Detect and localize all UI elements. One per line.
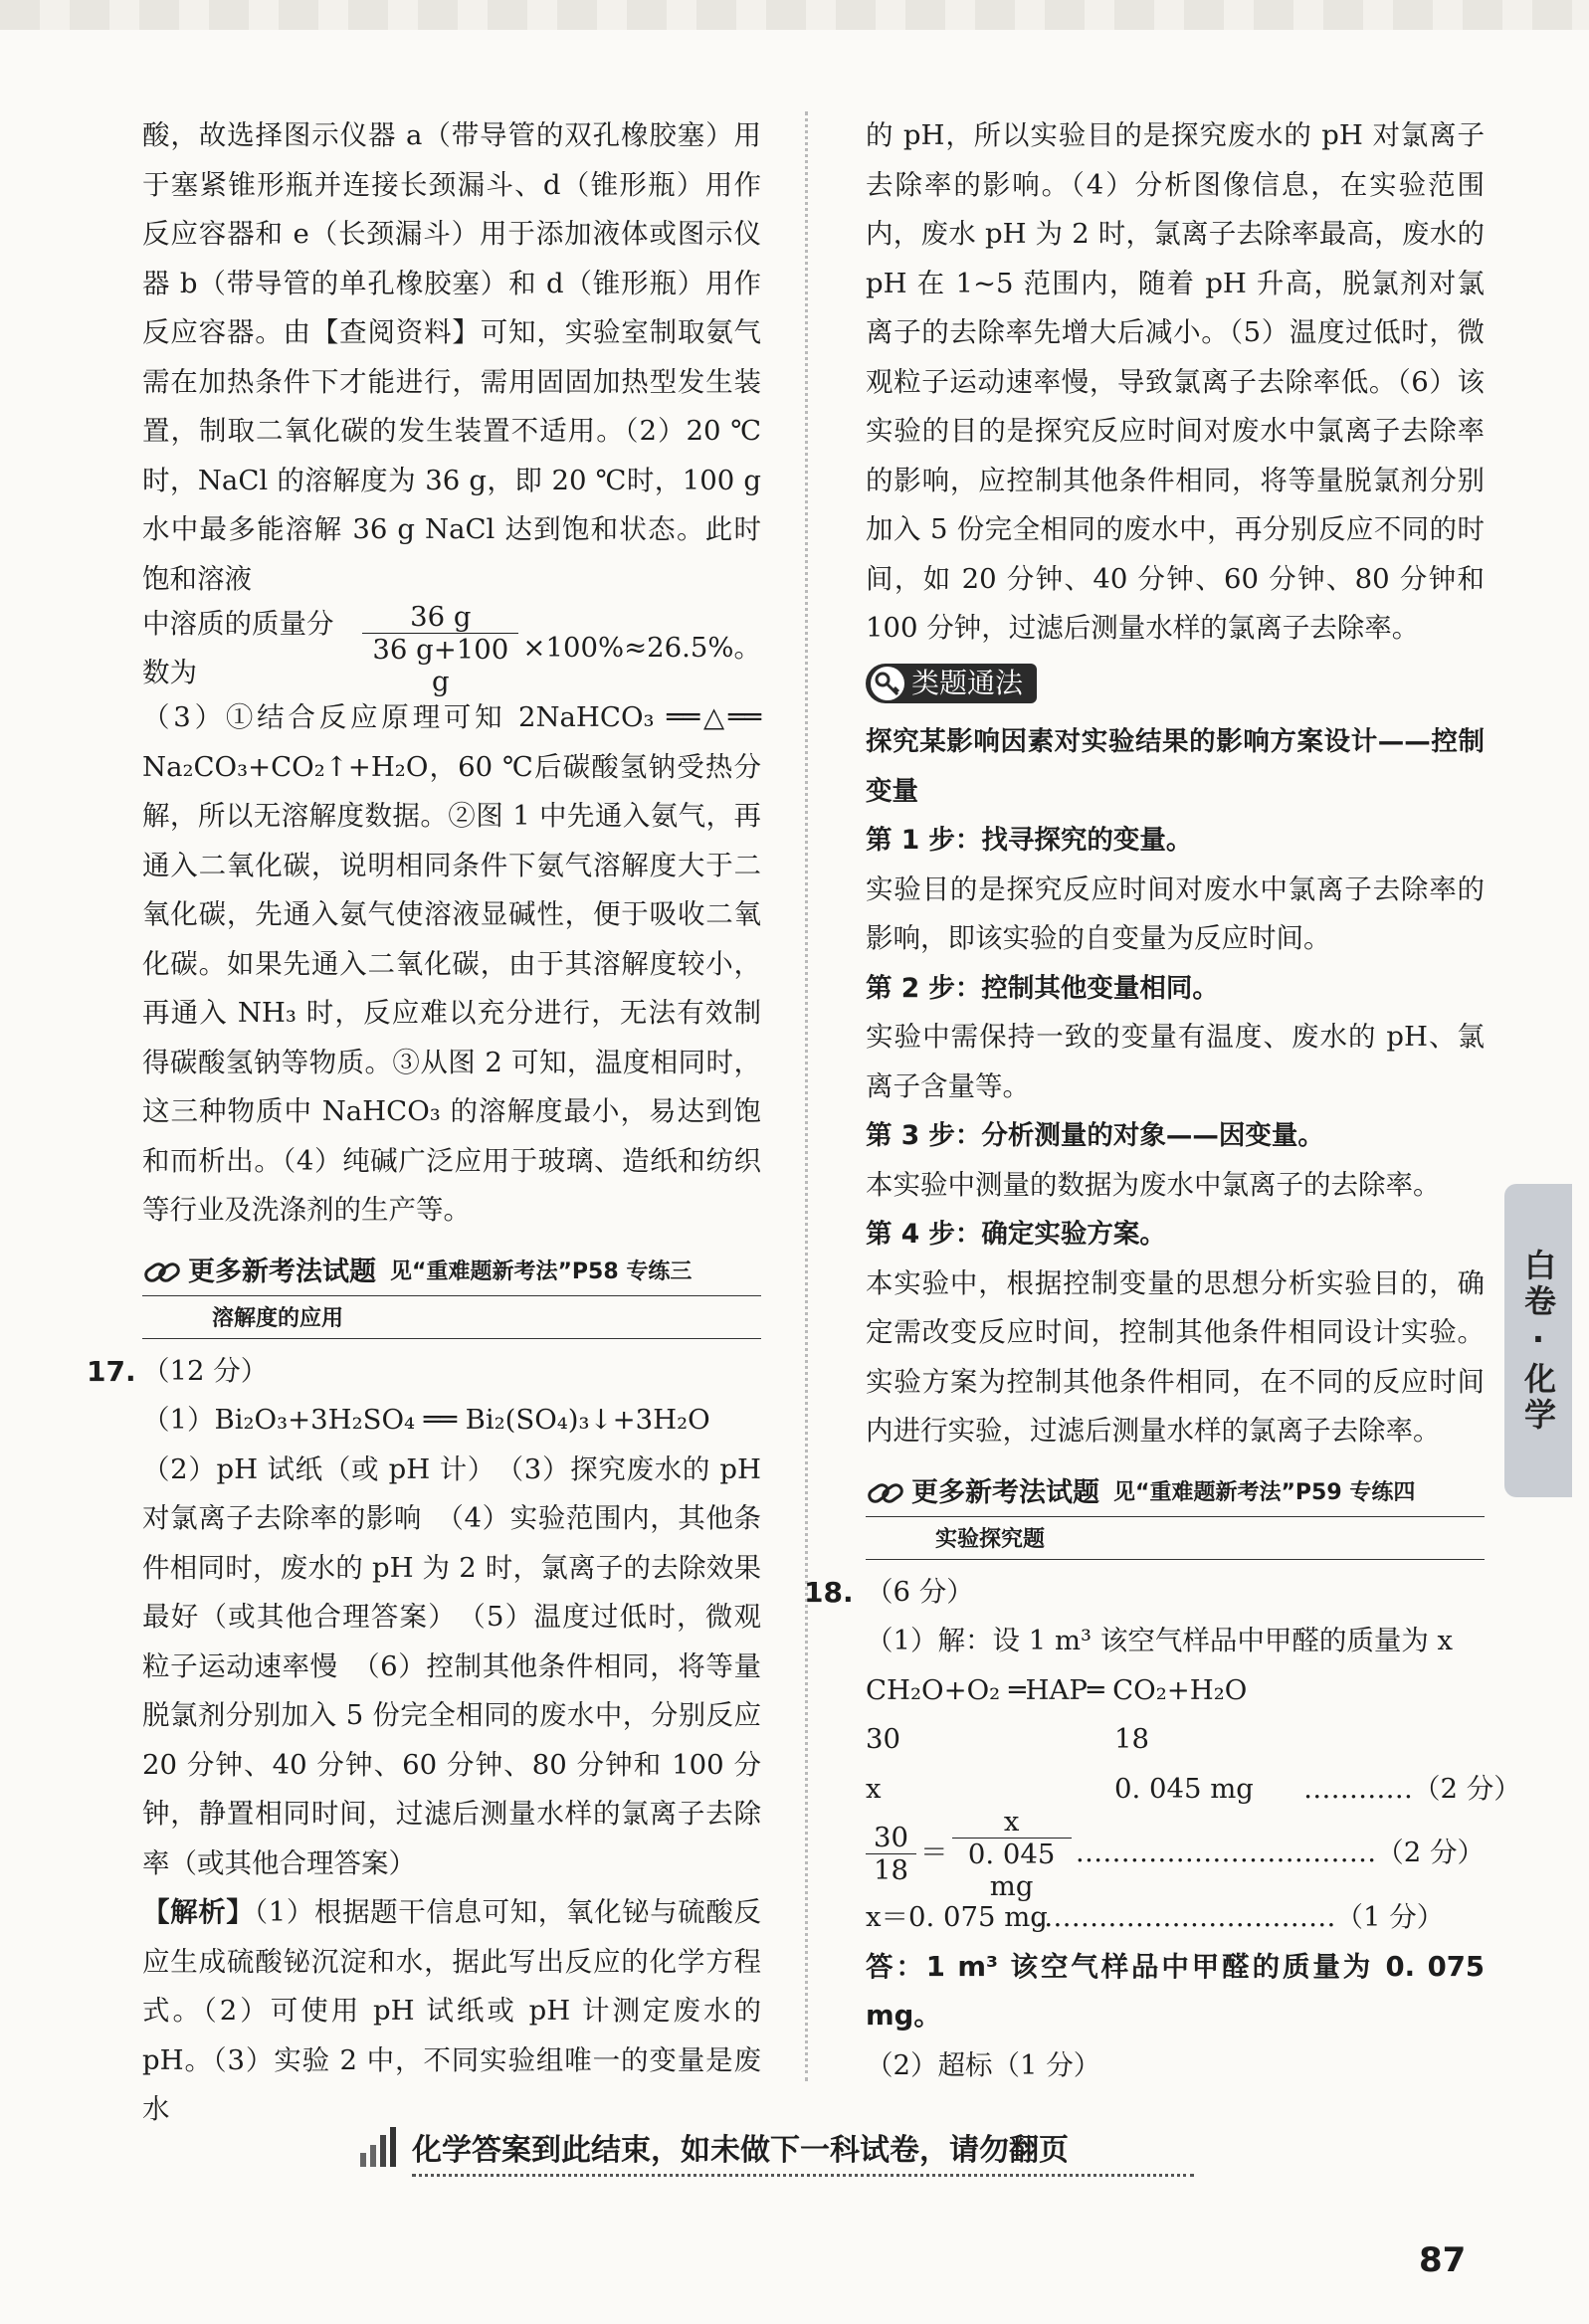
result-score: ……………………………（1 分）: [1035, 1901, 1445, 1933]
mass-fraction-formula: [142, 600, 761, 697]
question-17-answer-1: （1）Bi₂O₃+3H₂SO₄ ══ Bi₂(SO₄)₃↓+3H₂O: [142, 1404, 710, 1436]
more-questions-topic: 实验探究题: [866, 1517, 1485, 1560]
proportion-left: [866, 1822, 916, 1886]
step-2-heading: 第 2 步：控制其他变量相同。: [866, 972, 1219, 1004]
link-icon: [866, 1477, 905, 1509]
question-18-answer: [866, 1943, 1485, 2041]
step-1-text: 实验目的是探究反应时间对废水中氯离子去除率的影响，即该实验的自变量为反应时间。: [866, 872, 1485, 954]
step-3-heading: 第 3 步：分析测量的对象——因变量。: [866, 1120, 1324, 1151]
bar-chart-icon: [358, 2125, 398, 2169]
answer-text: 答：1 m³ 该空气样品中甲醛的质量为 0. 075 mg。: [866, 1950, 1485, 2032]
explanation-q16-part3: （3）①结合反应原理可知 2NaHCO₃ ══△══ Na₂CO₃+CO₂↑+H₂O，60 ℃后碳酸氢钠受热分解，所以无溶解度数据。②图 1 中先通入氨气，再通入二氧化碳，说明相同条件下氨气溶解度大于二氧化碳，先通入氨气使溶液显碱性，便于吸收二氧化碳。如果先通入二氧化碳，由于其溶解度较小，再通入 NH₃ 时，反应难以充分进行，无法有效制得碳酸氢钠等物质。③从图 2 可知，温度相同时，这三种物质中 NaHCO₃ 的溶解度最小，易达到饱和而析出。（4）纯碱广泛应用于玻璃、造纸和纺织等行业及洗涤剂的生产等。: [142, 701, 761, 1226]
ch2o-mass: x: [866, 1772, 882, 1805]
equals-sign: ＝: [920, 1837, 948, 1869]
footer-notice: [358, 2117, 1194, 2177]
more-questions-reference: 见“重难题新考法”P59 专练四: [1113, 1479, 1416, 1505]
h2o-molar-mass: 18: [1114, 1723, 1149, 1755]
formula-prefix: 中溶质的质量分数为: [142, 607, 334, 688]
step-3-text: 本实验中测量的数据为废水中氯离子的去除率。: [866, 1168, 1441, 1201]
mass-row-score: …………（2 分）: [1303, 1772, 1521, 1805]
question-17-number: 17.: [87, 1354, 136, 1388]
question-18-number: 18.: [804, 1575, 854, 1609]
step-2-text: 实验中需保持一致的变量有温度、废水的 pH、氯离子含量等。: [866, 1021, 1485, 1102]
proportion-right-denominator: 0. 045 mg: [967, 1838, 1056, 1902]
proportion-right-numerator: x: [952, 1806, 1072, 1839]
footer-text: 化学答案到此结束，如未做下一科试卷，请勿翻页: [412, 2133, 1069, 2168]
more-questions-box-2: [866, 1474, 1485, 1560]
proportion-score: ……………………………（2 分）: [1075, 1837, 1485, 1869]
more-questions-reference: 见“重难题新考法”P58 专练三: [390, 1259, 693, 1284]
question-17-answers: （2）pH 试纸（或 pH 计） （3）探究废水的 pH 对氯离子去除率的影响 （4）实验范围内，其他条件相同时，废水的 pH 为 2 时，氯离子的去除效果最好（或其他合理答案） （5）温度过低时，微观粒子运动速率慢 （6）控制其他条件相同，将等量脱氯剂分别加入 5 份完全相同的废水中，分别反应 20 分钟、40 分钟、60 分钟、80 分钟和 100 分钟，静置相同时间，过滤后测量水样的氯离子去除率（或其他合理答案）: [142, 1452, 761, 1879]
left-column: [87, 111, 762, 2135]
explanation-q16-part: 酸，故选择图示仪器 a（带导管的双孔橡胶塞）用于塞紧锥形瓶并连接长颈漏斗、d（锥形瓶）用作反应容器和 e（长颈漏斗）用于添加液体或图示仪器 b（带导管的单孔橡胶塞）和 d（锥形瓶）用作反应容器。由【查阅资料】可知，实验室制取氨气需在加热条件下才能进行，需用固固加热型发生装置，制取二氧化碳的发生装置不适用。（2）20 ℃时，NaCl 的溶解度为 36 g，即 20 ℃时，100 g 水中最多能溶解 36 g NaCl 达到饱和状态。此时饱和溶液: [142, 119, 761, 595]
method-badge: [866, 664, 1037, 703]
proportion-left-denominator: 18: [874, 1853, 908, 1886]
mass-row: [866, 1765, 1521, 1815]
molar-mass-row: [866, 1715, 1485, 1765]
explanation-q17-continued: 的 pH，所以实验目的是探究废水的 pH 对氯离子去除率的影响。（4）分析图像信息，在实验范围内，废水 pH 为 2 时，氯离子去除率最高，废水的 pH 在 1~5 范围内，随着 pH 升高，脱氯剂对氯离子的去除率先增大后减小。（5）温度过低时，微观粒子运动速率慢，导致氯离子去除率低。（6）该实验的目的是探究反应时间对废水中氯离子去除率的影响，应控制其他条件相同，将等量脱氯剂分别加入 5 份完全相同的废水中，再分别反应不同的时间，如 20 分钟、40 分钟、60 分钟、80 分钟和 100 分钟，过滤后测量水样的氯离子去除率。: [866, 119, 1485, 644]
proportion-row: [866, 1805, 1485, 1902]
page-number: 87: [1419, 2240, 1467, 2280]
side-tab: 白卷·化学: [1504, 1184, 1572, 1497]
ch2o-molar-mass: 30: [866, 1723, 900, 1755]
analysis-tag: 【解析】: [142, 1896, 255, 1928]
more-questions-box-1: [142, 1254, 761, 1339]
link-icon: [142, 1257, 182, 1288]
question-18-score: （6 分）: [866, 1575, 974, 1608]
step-4-text: 本实验中，根据控制变量的思想分析实验目的，确定需改变反应时间，控制其他条件相同设计实验。实验方案为控制其他条件相同，在不同的反应时间内进行实验，过滤后测量水样的氯离子去除率。: [866, 1266, 1485, 1447]
question-18-setup: （1）解：设 1 m³ 该空气样品中甲醛的质量为 x: [866, 1625, 1454, 1656]
more-questions-topic: 溶解度的应用: [142, 1296, 761, 1339]
proportion-right: [952, 1806, 1072, 1902]
analysis-text: （1）根据题干信息可知，氧化铋与硫酸反应生成硫酸铋沉淀和水，据此写出反应的化学方程式。（2）可使用 pH 试纸或 pH 计测定废水的 pH。（3）实验 2 中，不同实验组唯一的变量是废水: [142, 1896, 762, 2125]
proportion-left-numerator: 30: [866, 1822, 916, 1854]
step-4-heading: 第 4 步：确定实验方案。: [866, 1219, 1166, 1250]
question-17-score: （12 分）: [142, 1354, 269, 1387]
method-badge-label: 类题通法: [911, 666, 1024, 699]
method-title: 探究某影响因素对实验结果的影响方案设计——控制变量: [866, 726, 1485, 807]
key-icon: [870, 666, 905, 701]
footer-dotted-line: [412, 2174, 1194, 2177]
question-18-part2: （2）超标（1 分）: [866, 2048, 1101, 2081]
mass-fraction: [362, 601, 518, 697]
step-1-heading: 第 1 步：找寻探究的变量。: [866, 825, 1193, 856]
formula-suffix: ×100%≈26.5%。: [522, 632, 761, 665]
fraction-numerator: 36 g: [362, 601, 518, 634]
more-questions-heading: 更多新考法试题: [188, 1256, 376, 1287]
question-18-equation: CH₂O+O₂ ═HAP═ CO₂+H₂O: [866, 1673, 1248, 1706]
right-column: [804, 111, 1521, 2090]
result-row: [866, 1893, 1485, 1943]
question-17-analysis: [142, 1888, 761, 2135]
column-divider: [805, 111, 808, 2081]
result-value: x＝0. 075 mg: [866, 1901, 1048, 1933]
more-questions-heading: 更多新考法试题: [911, 1476, 1099, 1508]
fraction-denominator: 36 g+100 g: [372, 633, 509, 697]
top-edge-strip: [0, 0, 1589, 30]
h2o-mass: 0. 045 mg: [1114, 1772, 1254, 1805]
